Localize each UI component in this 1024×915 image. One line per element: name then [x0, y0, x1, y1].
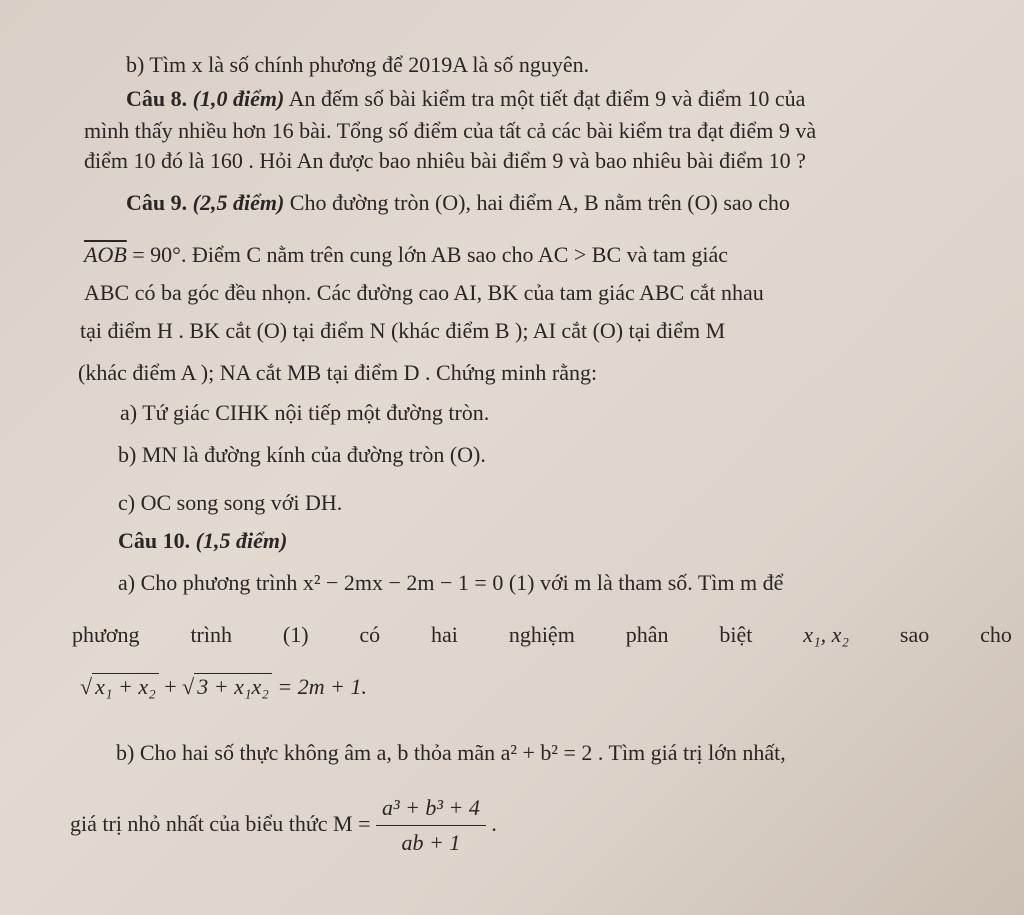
word: biệt: [719, 622, 753, 647]
fraction-numerator: a³ + b³ + 4: [376, 791, 486, 826]
line-1: b) Tìm x là số chính phương để 2019A là số nguyên.: [126, 52, 590, 77]
question-10-label: Câu 10.: [118, 528, 191, 553]
sqrt-term-1: x₁ + x₂: [92, 673, 159, 699]
part-b-q10: b) Cho hai số thực không âm a, b thỏa mãn a² + b² = 2 . Tìm giá trị lớn nhất,: [116, 740, 786, 765]
part-c-q9: c) OC song song với DH.: [118, 490, 343, 515]
question-9-score: (2,5 điểm): [192, 190, 285, 215]
arc-aob: $\overline{AOB}$: [84, 242, 127, 267]
question-10-score: (1,5 điểm): [195, 528, 288, 553]
word: hai: [431, 622, 458, 647]
line-9: (khác điểm A ); NA cắt MB tại điểm D . Chứng minh rằng:: [78, 360, 598, 385]
part-a-q9: a) Tứ giác CIHK nội tiếp một đường tròn.: [120, 400, 490, 425]
line-8: tại điểm H . BK cắt (O) tại điểm N (khác điểm B ); AI cắt (O) tại điểm M: [80, 318, 726, 343]
question-8-text: An đếm số bài kiểm tra một tiết đạt điểm 9 và điểm 10 của: [288, 86, 806, 111]
word: nghiệm: [508, 622, 575, 647]
sqrt-sign: √: [80, 674, 93, 699]
part-b-q9: b) MN là đường kính của đường tròn (O).: [118, 442, 486, 467]
question-8-score: (1,0 điểm): [192, 86, 285, 111]
word: phân: [625, 622, 669, 647]
equation-rhs: = 2m + 1.: [277, 674, 368, 699]
question-8-label: Câu 8.: [126, 86, 188, 111]
question-9-text: Cho đường tròn (O), hai điểm A, B nằm trên (O) sao cho: [289, 190, 790, 215]
part-a-q10: a) Cho phương trình x² − 2mx − 2m − 1 = 0 (1) với m là tham số. Tìm m để: [118, 570, 784, 595]
plus-sign: +: [164, 674, 177, 699]
word: cho: [980, 622, 1012, 647]
equation-sqrt: [80, 672, 367, 702]
line-4: điểm 10 đó là 160 . Hỏi An được bao nhiêu bài điểm 9 và bao nhiêu bài điểm 10 ?: [84, 148, 806, 173]
question-10-header: [118, 526, 287, 556]
expression-text: giá trị nhỏ nhất của biểu thức M =: [70, 811, 371, 836]
sqrt-term-2: 3 + x₁x₂: [194, 673, 272, 699]
line-3: mình thấy nhiều hơn 16 bài. Tổng số điểm của tất cả các bài kiểm tra đạt điểm 9 và: [84, 118, 817, 143]
line-6-text: = 90°. Điểm C nằm trên cung lớn AB sao cho AC > BC và tam giác: [132, 242, 729, 267]
question-9-header: [126, 188, 790, 218]
expression-line: [70, 790, 497, 860]
question-9-label: Câu 9.: [126, 190, 188, 215]
line-15: [72, 620, 1012, 650]
word: sao: [899, 622, 930, 647]
fraction-denominator: ab + 1: [401, 830, 461, 856]
word: có: [359, 622, 381, 647]
word: x₁, x₂: [803, 622, 850, 647]
line-7: ABC có ba góc đều nhọn. Các đường cao AI, BK của tam giác ABC cắt nhau: [84, 280, 764, 305]
word: trình: [190, 622, 232, 647]
sqrt-sign: √: [182, 674, 195, 699]
word: phương: [72, 622, 140, 647]
fraction: [376, 791, 486, 860]
question-8-header: [126, 84, 805, 114]
word: (1): [282, 622, 309, 647]
line-6: [84, 240, 728, 270]
period: .: [491, 811, 497, 836]
